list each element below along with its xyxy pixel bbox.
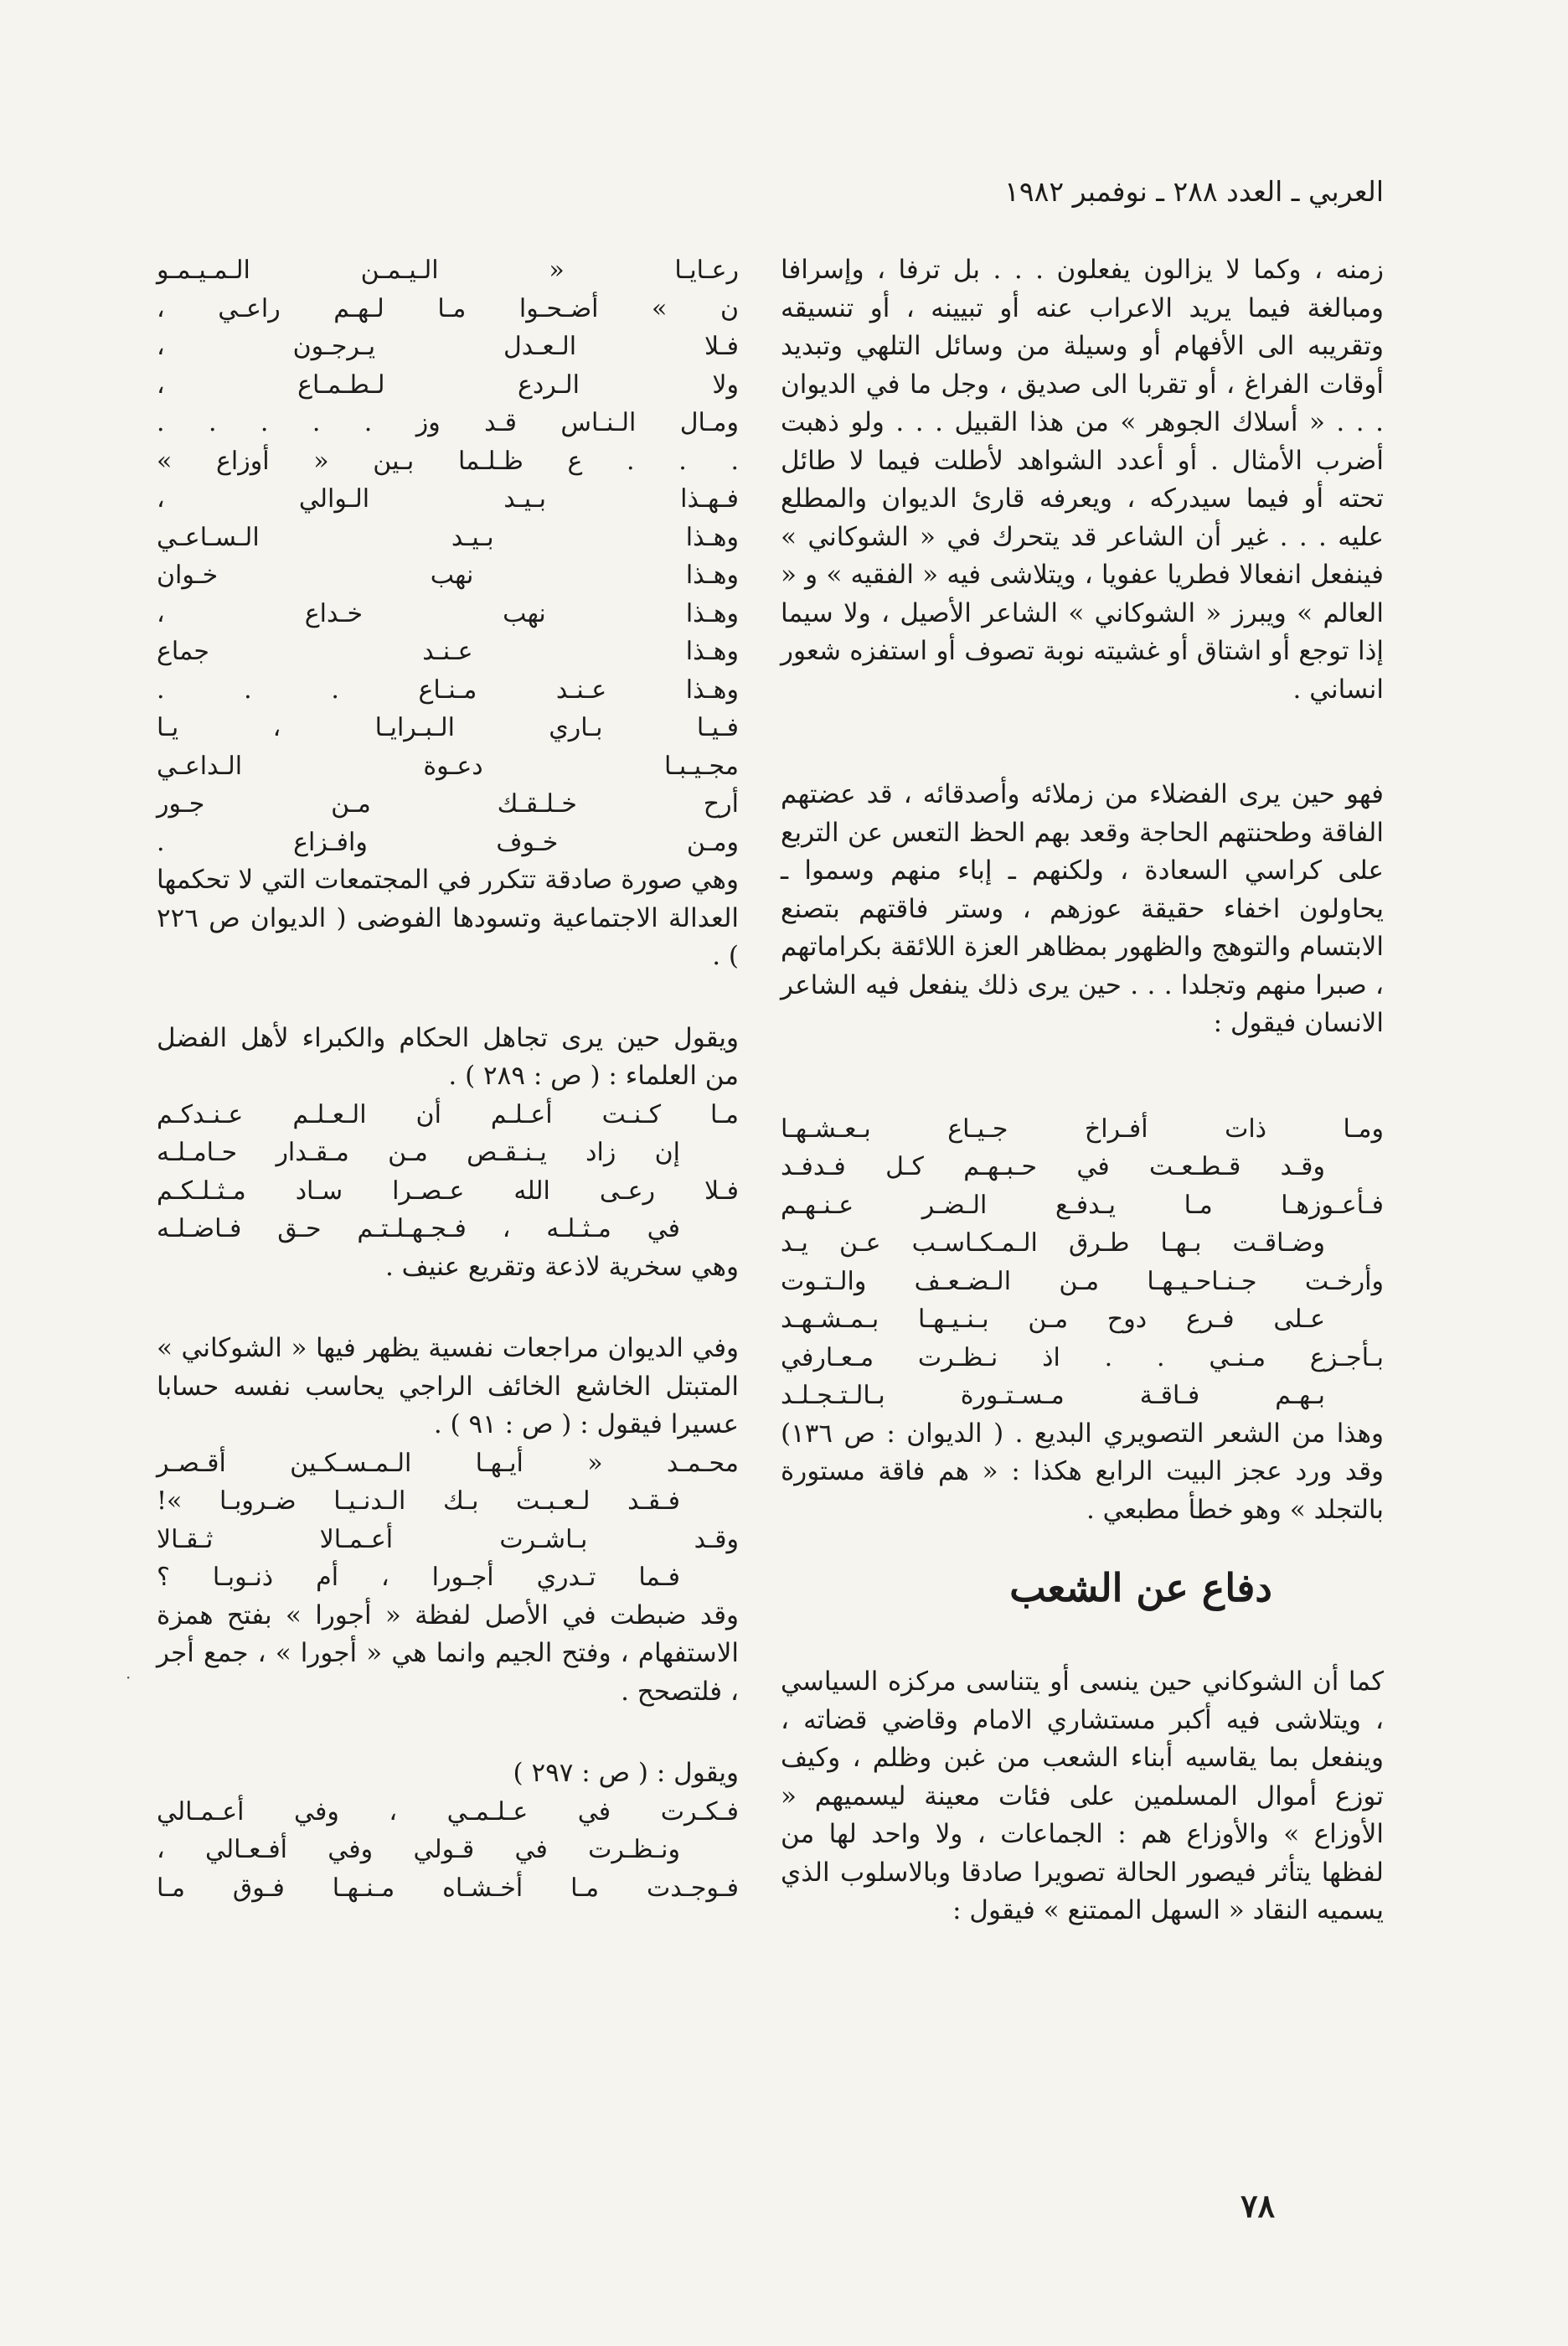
verse-line: في مـثـلـه ، فـجـهـلـتـم حـق فـاضـلـه — [157, 1214, 680, 1243]
paragraph: ويقول حين يرى تجاهل الحكام والكبراء لأهل الفضل من العلماء : ( ص : ٢٨٩ ) . — [157, 1022, 739, 1091]
verse-line: بـهـم فـاقـة مـسـتـورة بـالـتـجـلـد — [781, 1381, 1325, 1410]
paragraph: وقد ضبطت في الأصل لفظة « أجورا » بفتح همزة الاستفهام ، وفتح الجيم وانما هي « أجورا » ، جمع أجر ، فلتصحح . — [157, 1599, 739, 1707]
poem — [157, 1096, 739, 1248]
verse-line: فـوجـدت مـا أخـشـاه مـنـهـا فـوق مـا — [157, 1873, 739, 1903]
verse-line: أرح خـلـقـك مـن جـور — [157, 789, 739, 819]
verse-line: وقـد قـطـعـت في حـبـهـم كـل فـدفـد — [781, 1152, 1325, 1181]
verse-line: وهـذا بـيـد الـسـاعـي — [157, 522, 739, 552]
paragraph: وهي سخرية لاذعة وتقريع عنيف . — [384, 1251, 739, 1282]
verse-line: مجـيـبـا دعـوة الـداعـي — [157, 751, 739, 781]
section-heading: دفاع عن الشعب — [1009, 1565, 1272, 1610]
right-column — [781, 251, 1384, 1930]
paragraph: وهذا من الشعر التصويري البديع . ( الديوان : ص ١٣٦) وقد ورد عجز البيت الرابع هكذا : « هم فاقة مستورة بالتجلد » وهو خطأ مطبعي . — [781, 1418, 1384, 1525]
verse-line: ومـن خـوف وافـزاع . — [157, 827, 739, 857]
paragraph: زمنه ، وكما لا يزالون يفعلون . . . بل ترفا ، وإسرافا ومبالغة فيما يريد الاعراب عنه أو تبيينه ، أو تنسيقه وتقريبه الى الأفهام أو وسيلة من وسائل التلهي وتبديد أوقات الفراغ ، أو تقربا الى صديق ، وجل ما في الديوان . . . « أسلاك الجوهر » من هذا القبيل . . . ولو ذهبت أضرب الأمثال . أو أعدد الشواهد لأطلت فيما لا طائل تحته أو فيما سيدركه ، ويعرفه قارئ الديوان والمطلع عليه . . . غير أن الشاعر قد يتحرك في « الشوكاني » فينفعل انفعالا فطريا عفويا ، ويتلاشى فيه « الفقيه » و « العالم » ويبرز « الشوكاني » الشاعر الأصيل ، ولا سيما إذا توجع أو اشتاق أو غشيته نوبة تصوف أو استفزه شعور انساني . — [781, 255, 1384, 705]
paragraph: وفي الديوان مراجعات نفسية يظهر فيها « الشوكاني » المتبتل الخاشع الخائف الراجي يحاسب نفسه حسابا عسيرا فيقول : ( ص : ٩١ ) . — [157, 1333, 739, 1439]
verse-line: ولا الـردع لـطـمـاع ، — [157, 369, 739, 400]
verse-line: فـلا رعـى الله عـصـرا سـاد مـثـلـكـم — [157, 1176, 739, 1206]
verse-line: فـما تـدري أجـورا ، أم ذنـوبـا ؟ — [157, 1563, 680, 1592]
paragraph: كما أن الشوكاني حين ينسى أو يتناسى مركزه السياسي ، ويتلاشى فيه أكبر مستشاري الامام وقاضي قضاته ، وينفعل بما يقاسيه أبناء الشعب من غبن وظلم ، وكيف توزع أموال المسلمين على فئات معينة ليسميهم « الأوزاع » والأوزاع هم : الجماعات ، ولا واحد لها من لفظها يتأثر فيصور الحالة تصويرا صادقا وبالاسلوب الذي يسميه النقاد « السهل الممتنع » فيقول : — [781, 1666, 1384, 1925]
verse-line: وضـاقـت بـهـا طـرق الـمـكـاسـب عـن يـد — [781, 1228, 1325, 1258]
verse-line: رعـايـا « الـيـمـن الـمـيـمـو — [157, 256, 739, 285]
verse-line: ومـا ذات أفـراخ جـيـاع بـعـشـهـا — [781, 1114, 1384, 1144]
verse-line: فـيـا بـاري الـبـرايـا ، يـا — [157, 713, 739, 742]
verse-line: فـكـرت في عـلـمـي ، وفي أعـمـالي — [157, 1796, 739, 1827]
verse-line: فـلا الـعـدل يـرجـون ، — [157, 332, 739, 361]
verse-line: مـا كـنـت أعـلـم أن الـعـلـم عـنـدكـم — [157, 1099, 739, 1129]
verse-line: فـهـذا بـيـد الـوالي ، — [157, 484, 739, 514]
verse-line: ن » أضـحـوا مـا لـهـم راعـي ، — [157, 293, 739, 323]
print-speck: · — [126, 1667, 132, 1687]
running-head: العربي ـ العدد ٢٨٨ ـ نوفمبر ١٩٨٢ — [1004, 175, 1384, 208]
left-column — [157, 251, 739, 1907]
verse-line: ونـظـرت في قـولي وفي أفـعـالي ، — [157, 1835, 680, 1864]
verse-line: بـأجـزع مـنـي . . اذ نـظـرت مـعـارفي — [781, 1342, 1384, 1372]
verse-line: عـلى فـرع دوح مـن بـنـيـهـا بـمـشـهـد — [781, 1305, 1325, 1334]
verse-line: . . . ع ظـلـما بـين « أوزاع » — [157, 446, 739, 476]
verse-line: وهـذا عـنـد جماع — [157, 637, 739, 666]
page-number: ٧٨ — [1240, 2187, 1275, 2225]
poem — [781, 1110, 1384, 1415]
verse-line: محـمـد « أيـهـا الـمـسـكـين أقـصـر — [157, 1448, 739, 1478]
poem — [157, 251, 739, 861]
paragraph: ويقول : ( ص : ٢٩٧ ) — [513, 1758, 739, 1788]
verse-line: إن زاد يـنـقـص مـن مـقـدار حـامـلـه — [157, 1138, 680, 1167]
verse-line: فـأعـوزهـا مـا يـدفـع الـضـر عـنـهـم — [781, 1190, 1384, 1220]
poem — [157, 1444, 739, 1597]
verse-line: وأرخـت جـنـاحـيـهـا مـن الـضـعـف والـتـوت — [781, 1266, 1384, 1296]
verse-line: وقـد بـاشـرت أعـمـالا ثـقـالا — [157, 1524, 739, 1554]
poem — [157, 1793, 739, 1908]
verse-line: وهـذا عـنـد مـنـاع . . . — [157, 674, 739, 705]
verse-line: ومـال الـنـاس قـد وز . . . . . — [157, 408, 739, 437]
verse-line: وهـذا نهب خـوان — [157, 561, 739, 590]
verse-line: فـقـد لـعـبـت بـك الـدنـيـا ضـروبـا »! — [157, 1486, 680, 1516]
paragraph: وهي صورة صادقة تتكرر في المجتمعات التي لا تحكمها العدالة الاجتماعية وتسودها الفوضى ( الديوان ص ٢٢٦ ) . — [157, 865, 739, 971]
paragraph: فهو حين يرى الفضلاء من زملائه وأصدقائه ، قد عضتهم الفاقة وطحنتهم الحاجة وقعد بهم الحظ التعس عن التربع على كراسي السعادة ، ولكنهم ـ إباء منهم وسموا ـ يحاولون اخفاء حقيقة عوزهم ، وستر فاقتهم بتصنع الابتسام والتوهج والظهور بمظاهر العزة اللائقة بكراماتهم ، صبرا منهم وتجلدا . . . حين يرى ذلك ينفعل فيه الشاعر الانسان فيقول : — [781, 779, 1384, 1038]
verse-line: وهـذا نهب خـداع ، — [157, 598, 739, 628]
